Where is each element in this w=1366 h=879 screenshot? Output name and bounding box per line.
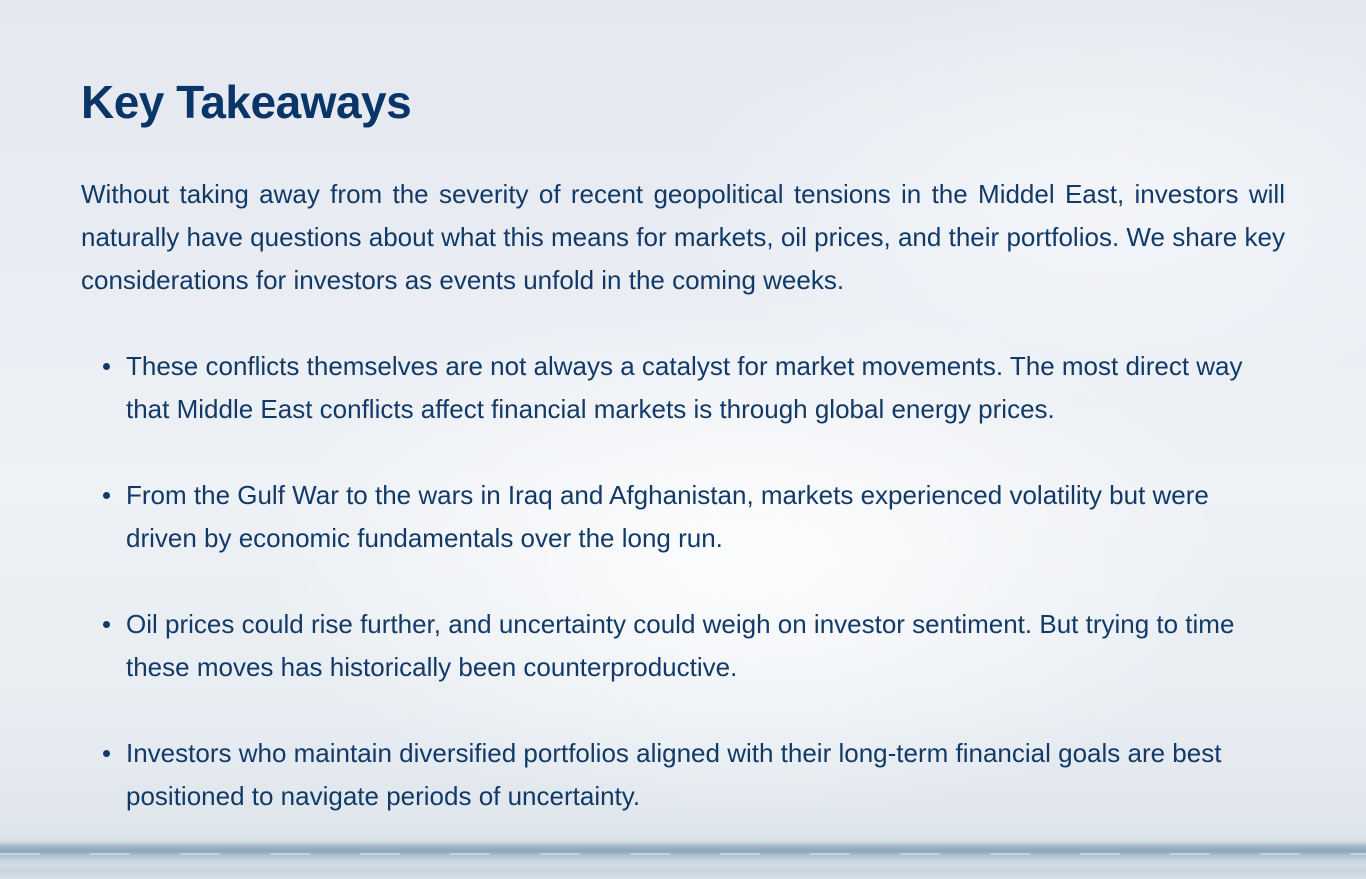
- list-item: [126, 603, 1285, 689]
- key-takeaways-section: [81, 74, 1285, 818]
- bullet-dot-icon: [103, 750, 110, 757]
- list-item: [126, 732, 1285, 818]
- page-title: Key Takeaways: [81, 76, 412, 128]
- bullet-dot-icon: [103, 363, 110, 370]
- bullet-dot-icon: [103, 492, 110, 499]
- list-item: [126, 474, 1285, 560]
- background-sea-horizon: [0, 837, 1366, 879]
- list-item-text: Investors who maintain diversified portfolios aligned with their long-term financial goals are best positioned to navigate periods of uncertainty.: [126, 738, 1222, 811]
- list-item-text: Oil prices could rise further, and uncertainty could weigh on investor sentiment. But trying to time these moves has historically been counterproductive.: [126, 609, 1235, 682]
- intro-paragraph: Without taking away from the severity of recent geopolitical tensions in the Middel East, investors will naturally have questions about what this means for markets, oil prices, and their portfolios. We share key considerations for investors as events unfold in the coming weeks.: [81, 179, 1285, 295]
- bullet-dot-icon: [103, 621, 110, 628]
- list-item-text: These conflicts themselves are not always a catalyst for market movements. The most direct way that Middle East conflicts affect financial markets is through global energy prices.: [126, 351, 1243, 424]
- list-item-text: From the Gulf War to the wars in Iraq and Afghanistan, markets experienced volatility but were driven by economic fundamentals over the long run.: [126, 480, 1209, 553]
- list-item: [126, 345, 1285, 431]
- takeaways-list: [81, 345, 1285, 818]
